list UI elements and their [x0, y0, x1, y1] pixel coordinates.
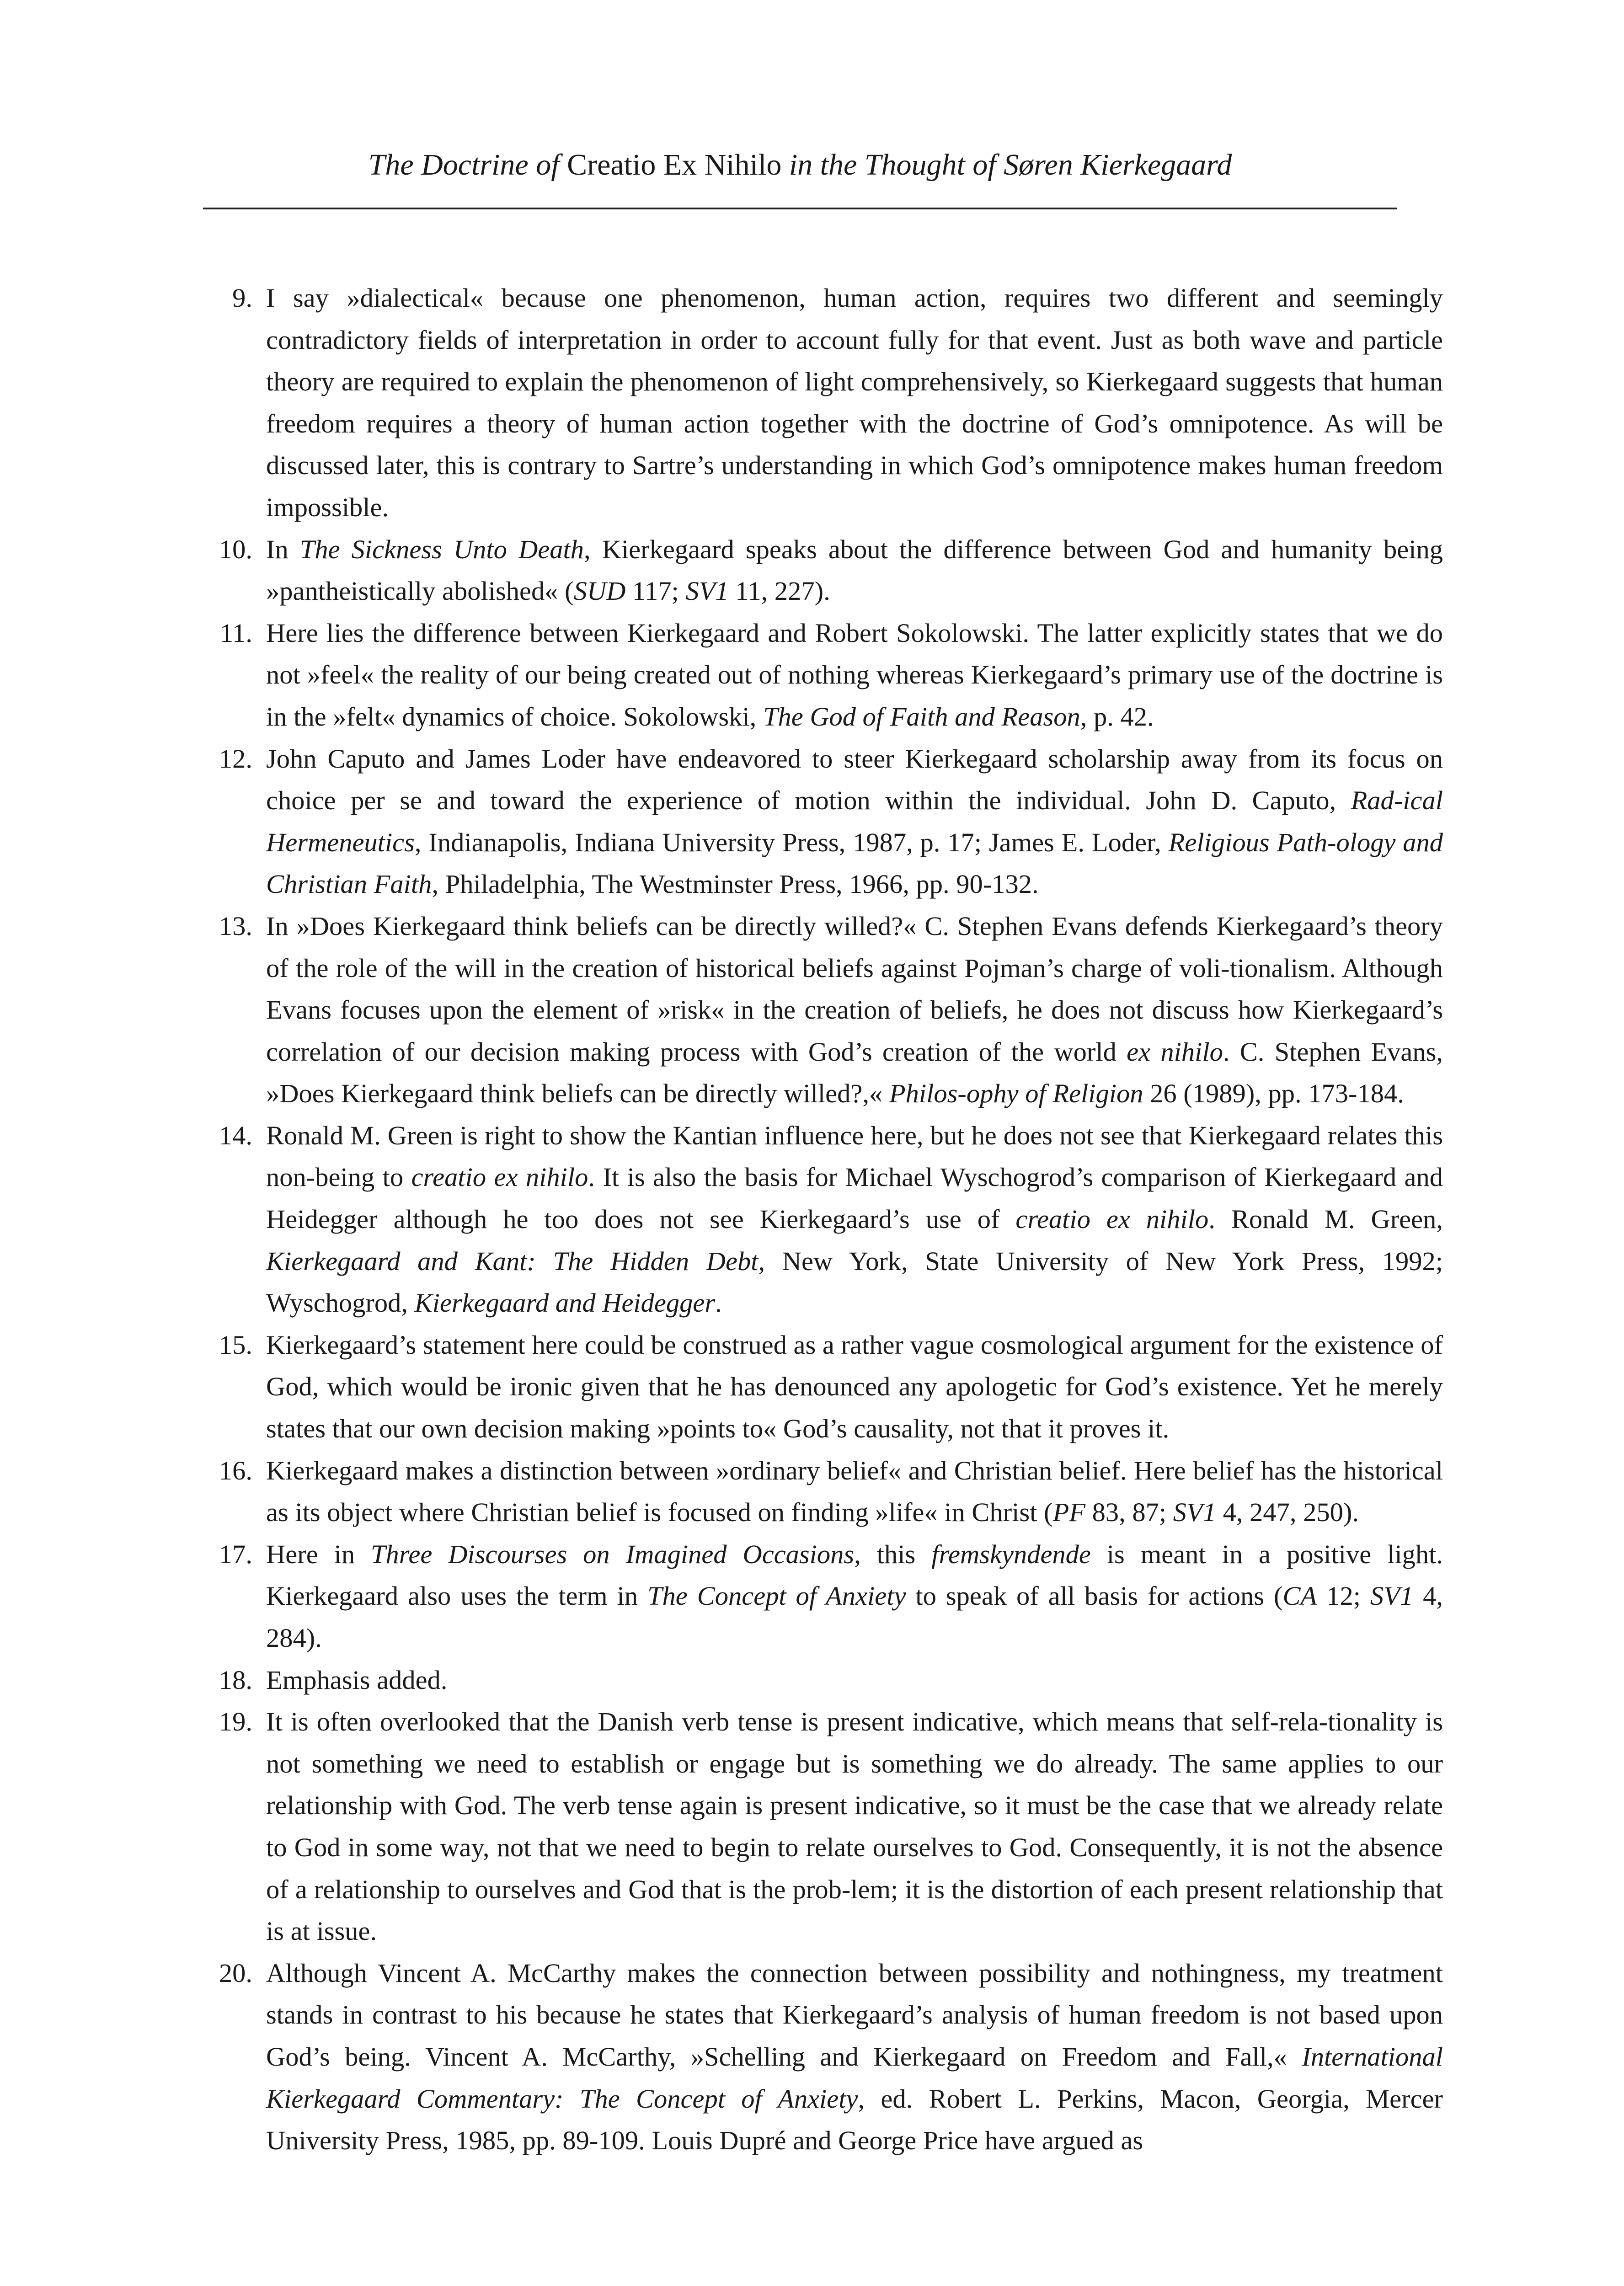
endnote-text: Kierkegaard makes a distinction between »ordinary belief« and Christian belief. Here belief has the historical as its object where Christian belief is focused on finding »life« in Christ (PF 83, 87; SV1 4, 247, 250). — [266, 1455, 1443, 1528]
endnote-number: 19. — [219, 1707, 252, 1737]
endnote-number: 20. — [219, 1958, 252, 1988]
endnote-number: 12. — [219, 743, 252, 774]
endnote-text: Although Vincent A. McCarthy makes the connection between possibility and nothingness, my treatment stands in contrast to his because he states that Kierkegaard’s analysis of human freedom is not based upon God’s being. Vincent A. McCarthy, »Schelling and Kierkegaard on Freedom and Fall,« International Kierkegaard Commentary: The Concept of Anxiety, ed. Robert L. Perkins, Macon, Georgia, Mercer University Press, 1985, pp. 89-109. Louis Dupré and George Price have argued as — [266, 1958, 1443, 2156]
endnote-item — [203, 1115, 1443, 1324]
endnote-number: 10. — [219, 534, 252, 564]
endnote-item — [203, 905, 1443, 1115]
endnote-text: I say »dialectical« because one phenomenon, human action, requires two different and seemingly contradictory fields of interpretation in order to account fully for that event. Just as both wave and particle theory are required to explain the phenomenon of light comprehensively, so Kierkegaard suggests that human freedom requires a theory of human action together with the doctrine of God’s omnipotence. As will be discussed later, this is contrary to Sartre’s understanding in which God’s omnipotence makes human freedom impossible. — [266, 283, 1443, 522]
endnote-text: Emphasis added. — [266, 1665, 448, 1695]
endnote-item — [203, 1659, 1443, 1701]
endnote-item — [203, 738, 1443, 905]
endnote-text: In The Sickness Unto Death, Kierkegaard speaks about the difference between God and humanity being »pantheistically abolished« (SUD 117; SV1 11, 227). — [266, 534, 1443, 606]
endnotes-list — [203, 277, 1443, 2162]
endnote-item — [203, 529, 1443, 612]
endnote-number: 18. — [219, 1665, 252, 1695]
endnote-number: 16. — [219, 1455, 252, 1485]
endnote-text: Here lies the difference between Kierkegaard and Robert Sokolowski. The latter explicitly states that we do not »feel« the reality of our being created out of nothing whereas Kierkegaard’s primary use of the doctrine is in the »felt« dynamics of choice. Sokolowski, The God of Faith and Reason, p. 42. — [266, 618, 1443, 732]
endnote-number: 13. — [219, 911, 252, 941]
endnote-text: In »Does Kierkegaard think beliefs can be directly willed?« C. Stephen Evans defends Kierkegaard’s theory of the role of the will in the creation of historical beliefs against Pojman’s charge of voli-tionalism. Although Evans focuses upon the element of »risk« in the creation of beliefs, he does not discuss how Kierkegaard’s correlation of our decision making process with God’s creation of the world ex nihilo. C. Stephen Evans, »Does Kierkegaard think beliefs can be directly willed?,« Philos-ophy of Religion 26 (1989), pp. 173-184. — [266, 911, 1443, 1109]
endnote-text: It is often overlooked that the Danish verb tense is present indicative, which means that self-rela-tionality is not something we need to establish or engage but is something we do already. The same applies to our relationship with God. The verb tense again is present indicative, so it must be the case that we already relate to God in some way, not that we need to begin to relate ourselves to God. Consequently, it is not the absence of a relationship to ourselves and God that is the prob-lem; it is the distortion of each present relationship that is at issue. — [266, 1707, 1443, 1946]
endnote-item — [203, 612, 1443, 738]
running-head-part3: in the Thought of Søren Kierkegaard — [781, 148, 1232, 182]
endnote-item — [203, 1450, 1443, 1533]
endnote-text: Kierkegaard’s statement here could be construed as a rather vague cosmological argument for the existence of God, which would be ironic given that he has denounced any apologetic for God’s existence. Yet he merely states that our own decision making »points to« God’s causality, not that it proves it. — [266, 1330, 1443, 1444]
endnote-item — [203, 1952, 1443, 2162]
endnote-item — [203, 1701, 1443, 1952]
endnote-number: 9. — [232, 283, 252, 313]
running-head-part1: The Doctrine of — [368, 148, 567, 182]
endnote-item — [203, 1533, 1443, 1659]
running-head — [203, 144, 1397, 186]
endnote-number: 15. — [219, 1330, 252, 1360]
endnote-number: 14. — [219, 1120, 252, 1150]
endnote-item — [203, 277, 1443, 529]
endnote-text: Here in Three Discourses on Imagined Occasions, this fremskyndende is meant in a positive light. Kierkegaard also uses the term in The Concept of Anxiety to speak of all basis for actions (CA 12; SV1 4, 284). — [266, 1539, 1443, 1653]
endnote-text: Ronald M. Green is right to show the Kantian influence here, but he does not see that Kierkegaard relates this non-being to creatio ex nihilo. It is also the basis for Michael Wyschogrod’s comparison of Kierkegaard and Heidegger although he too does not see Kierkegaard’s use of creatio ex nihilo. Ronald M. Green, Kierkegaard and Kant: The Hidden Debt, New York, State University of New York Press, 1992; Wyschogrod, Kierkegaard and Heidegger. — [266, 1120, 1443, 1318]
endnote-item — [203, 1324, 1443, 1450]
running-head-part2: Creatio Ex Nihilo — [567, 148, 782, 182]
header-rule — [203, 208, 1397, 209]
endnote-number: 17. — [219, 1539, 252, 1569]
endnote-text: John Caputo and James Loder have endeavored to steer Kierkegaard scholarship away from its focus on choice per se and toward the experience of motion within the individual. John D. Caputo, Rad-ical Hermeneutics, Indianapolis, Indiana University Press, 1987, p. 17; James E. Loder, Religious Path-ology and Christian Faith, Philadelphia, The Westminster Press, 1966, pp. 90-132. — [266, 743, 1443, 899]
endnote-number: 11. — [220, 618, 252, 648]
